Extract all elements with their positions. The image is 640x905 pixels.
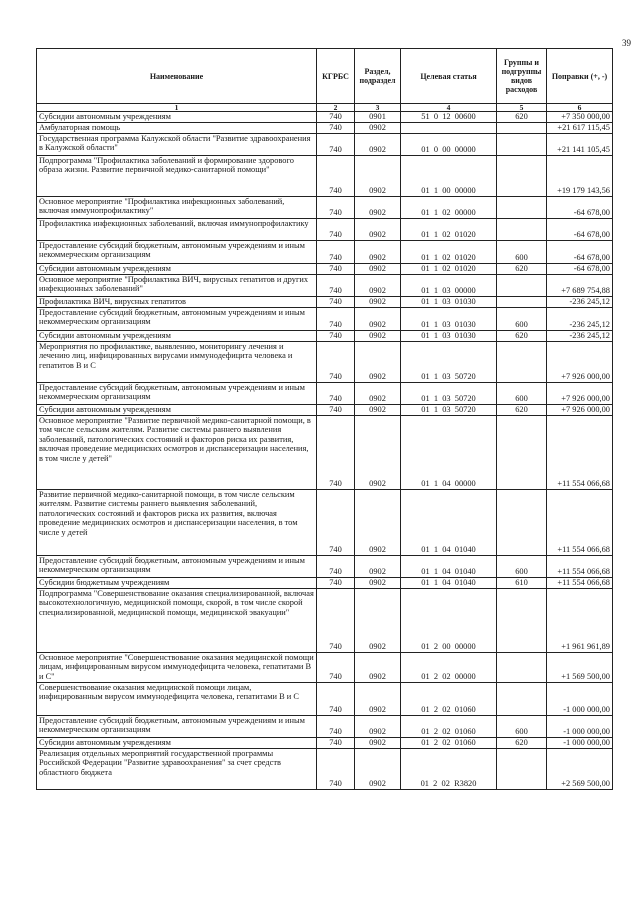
cell-kgrbs: 740: [317, 240, 355, 263]
cell-name: Основное мероприятие "Профилактика ВИЧ, вирусных гепатитов и других инфекционных заболеваний": [37, 274, 317, 296]
cell-group: 620: [497, 112, 547, 123]
cell-kgrbs: 740: [317, 382, 355, 404]
cell-kgrbs: 740: [317, 341, 355, 382]
table-row: [37, 218, 613, 240]
cell-name: Основное мероприятие "Совершенствование оказания медицинской помощи лицам, инфицированным вирусом иммунодефицита человека, гепатитами В и С": [37, 652, 317, 682]
cell-amount: -1 000 000,00: [547, 715, 613, 737]
cell-group: 600: [497, 715, 547, 737]
cell-name: Развитие первичной медико-санитарной помощи, в том числе сельским жителям. Развитие системы раннего выявления заболеваний, патологических состояний и факторов риска их развития, включая проведение медицинских осмотров и диспансеризации населения, в том числе у детей: [37, 489, 317, 555]
cell-target: 01 1 03 00000: [401, 274, 497, 296]
cell-kgrbs: 740: [317, 307, 355, 330]
cell-section: 0902: [355, 404, 401, 415]
cell-kgrbs: 740: [317, 682, 355, 715]
cell-name: Профилактика инфекционных заболеваний, включая иммунопрофилактику: [37, 218, 317, 240]
cell-kgrbs: 740: [317, 652, 355, 682]
cell-target: 01 0 00 00000: [401, 133, 497, 155]
cell-name: Предоставление субсидий бюджетным, автономным учреждениям и иным некоммерческим организациям: [37, 307, 317, 330]
cell-target: 01 1 03 50720: [401, 341, 497, 382]
cell-name: Субсидии автономным учреждениям: [37, 263, 317, 274]
cell-kgrbs: 740: [317, 263, 355, 274]
table-row: [37, 555, 613, 577]
cell-target: 01 2 02 01060: [401, 715, 497, 737]
cell-group: [497, 489, 547, 555]
cell-kgrbs: 740: [317, 737, 355, 748]
table-row: [37, 274, 613, 296]
cell-target: 01 1 04 01040: [401, 489, 497, 555]
cell-section: 0902: [355, 715, 401, 737]
cell-group: [497, 133, 547, 155]
cell-amount: +7 689 754,88: [547, 274, 613, 296]
cell-kgrbs: 740: [317, 404, 355, 415]
table-header-row: [37, 49, 613, 104]
cell-section: 0902: [355, 489, 401, 555]
cell-target: 01 1 04 00000: [401, 415, 497, 489]
cell-amount: +7 926 000,00: [547, 404, 613, 415]
cell-amount: -236 245,12: [547, 330, 613, 341]
cell-amount: +11 554 066,68: [547, 489, 613, 555]
table-row: [37, 382, 613, 404]
cell-amount: +1 569 500,00: [547, 652, 613, 682]
cell-group: [497, 748, 547, 789]
cell-target: [401, 122, 497, 133]
table-row: [37, 330, 613, 341]
cell-section: 0902: [355, 196, 401, 218]
cell-kgrbs: 740: [317, 415, 355, 489]
cell-group: [497, 218, 547, 240]
cell-name: Предоставление субсидий бюджетным, автономным учреждениям и иным некоммерческим организациям: [37, 715, 317, 737]
header-target: Целевая статья: [401, 49, 497, 104]
cell-group: 620: [497, 737, 547, 748]
cell-section: 0901: [355, 112, 401, 123]
cell-amount: -64 678,00: [547, 240, 613, 263]
cell-name: Субсидии бюджетным учреждениям: [37, 577, 317, 588]
cell-group: [497, 274, 547, 296]
header-amendments: Поправки (+, -): [547, 49, 613, 104]
cell-target: 51 0 12 00600: [401, 112, 497, 123]
cell-group: [497, 155, 547, 196]
cell-group: 620: [497, 404, 547, 415]
cell-section: 0902: [355, 415, 401, 489]
cell-section: 0902: [355, 555, 401, 577]
cell-kgrbs: 740: [317, 577, 355, 588]
cell-target: 01 1 02 01020: [401, 240, 497, 263]
table-row: [37, 588, 613, 652]
cell-group: [497, 588, 547, 652]
cell-amount: -64 678,00: [547, 263, 613, 274]
cell-amount: -64 678,00: [547, 218, 613, 240]
cell-target: 01 2 00 00000: [401, 588, 497, 652]
cell-name: Субсидии автономным учреждениям: [37, 404, 317, 415]
cell-section: 0902: [355, 652, 401, 682]
cell-target: 01 1 02 00000: [401, 196, 497, 218]
header-kgrbs: КГРБС: [317, 49, 355, 104]
cell-section: 0902: [355, 588, 401, 652]
column-number: 4: [401, 104, 497, 112]
cell-kgrbs: 740: [317, 555, 355, 577]
cell-target: 01 1 03 01030: [401, 307, 497, 330]
cell-amount: +2 569 500,00: [547, 748, 613, 789]
cell-kgrbs: 740: [317, 489, 355, 555]
table-row: [37, 341, 613, 382]
cell-name: Государственная программа Калужской области "Развитие здравоохранения в Калужской области": [37, 133, 317, 155]
table-row: [37, 415, 613, 489]
table-row: [37, 196, 613, 218]
cell-section: 0902: [355, 382, 401, 404]
cell-name: Реализация отдельных мероприятий государственной программы Российской Федерации "Развитие здравоохранения" за счет средств областного бюджета: [37, 748, 317, 789]
cell-section: 0902: [355, 296, 401, 307]
cell-group: 600: [497, 240, 547, 263]
column-number: 5: [497, 104, 547, 112]
cell-amount: +19 179 143,56: [547, 155, 613, 196]
cell-group: [497, 682, 547, 715]
cell-amount: +11 554 066,68: [547, 415, 613, 489]
cell-name: Совершенствование оказания медицинской помощи лицам, инфицированным вирусом иммунодефицита человека, гепатитами В и С: [37, 682, 317, 715]
cell-amount: -1 000 000,00: [547, 737, 613, 748]
cell-section: 0902: [355, 341, 401, 382]
cell-group: [497, 196, 547, 218]
table-row: [37, 748, 613, 789]
budget-table: [36, 48, 613, 790]
cell-section: 0902: [355, 682, 401, 715]
cell-kgrbs: 740: [317, 330, 355, 341]
cell-target: 01 1 02 01020: [401, 218, 497, 240]
cell-amount: +11 554 066,68: [547, 555, 613, 577]
cell-target: 01 1 00 00000: [401, 155, 497, 196]
cell-target: 01 1 03 01030: [401, 296, 497, 307]
table-row: [37, 489, 613, 555]
cell-name: Мероприятия по профилактике, выявлению, мониторингу лечения и лечению лиц, инфицированных вирусами иммунодефицита человека и гепатитов В и С: [37, 341, 317, 382]
cell-group: [497, 652, 547, 682]
cell-group: 610: [497, 577, 547, 588]
cell-target: 01 1 02 01020: [401, 263, 497, 274]
cell-section: 0902: [355, 240, 401, 263]
table-row: [37, 155, 613, 196]
table-row: [37, 240, 613, 263]
table-row: [37, 296, 613, 307]
cell-section: 0902: [355, 330, 401, 341]
header-section: Раздел, подраздел: [355, 49, 401, 104]
cell-section: 0902: [355, 307, 401, 330]
cell-target: 01 2 02 R3820: [401, 748, 497, 789]
column-number-row: [37, 104, 613, 112]
cell-target: 01 1 04 01040: [401, 555, 497, 577]
cell-name: Субсидии автономным учреждениям: [37, 737, 317, 748]
cell-section: 0902: [355, 577, 401, 588]
cell-kgrbs: 740: [317, 588, 355, 652]
cell-kgrbs: 740: [317, 748, 355, 789]
cell-target: 01 1 03 50720: [401, 404, 497, 415]
cell-amount: -1 000 000,00: [547, 682, 613, 715]
cell-group: 600: [497, 382, 547, 404]
cell-name: Подпрограмма "Совершенствование оказания специализированной, включая высокотехнологичную, медицинской помощи, скорой, в том числе скорой специализированной, медицинской помощи, медицинской эвакуации": [37, 588, 317, 652]
cell-section: 0902: [355, 133, 401, 155]
cell-kgrbs: 740: [317, 218, 355, 240]
cell-target: 01 1 03 01030: [401, 330, 497, 341]
cell-section: 0902: [355, 737, 401, 748]
cell-amount: +11 554 066,68: [547, 577, 613, 588]
cell-name: Подпрограмма "Профилактика заболеваний и формирование здорового образа жизни. Развитие первичной медико-санитарной помощи": [37, 155, 317, 196]
cell-target: 01 2 02 01060: [401, 737, 497, 748]
cell-kgrbs: 740: [317, 715, 355, 737]
cell-target: 01 1 03 50720: [401, 382, 497, 404]
cell-group: 600: [497, 307, 547, 330]
cell-amount: +21 141 105,45: [547, 133, 613, 155]
cell-amount: +7 926 000,00: [547, 382, 613, 404]
cell-group: [497, 296, 547, 307]
header-groups: Группы и подгруппы видов расходов: [497, 49, 547, 104]
table-row: [37, 652, 613, 682]
cell-amount: -236 245,12: [547, 307, 613, 330]
column-number: 1: [37, 104, 317, 112]
cell-name: Субсидии автономным учреждениям: [37, 330, 317, 341]
table-body: [37, 112, 613, 790]
cell-kgrbs: 740: [317, 112, 355, 123]
cell-kgrbs: 740: [317, 122, 355, 133]
table-row: [37, 263, 613, 274]
cell-group: [497, 122, 547, 133]
cell-name: Предоставление субсидий бюджетным, автономным учреждениям и иным некоммерческим организациям: [37, 382, 317, 404]
table-row: [37, 737, 613, 748]
cell-name: Предоставление субсидий бюджетным, автономным учреждениям и иным некоммерческим организациям: [37, 555, 317, 577]
table-row: [37, 577, 613, 588]
cell-group: 600: [497, 555, 547, 577]
table-row: [37, 122, 613, 133]
column-number: 2: [317, 104, 355, 112]
cell-group: 620: [497, 330, 547, 341]
cell-name: Основное мероприятие "Развитие первичной медико-санитарной помощи, в том числе сельским жителям. Развитие системы раннего выявления заболеваний, патологических состояний и факторов риска их развития, включая проведение медицинских осмотров и диспансеризации населения, в том числе у детей": [37, 415, 317, 489]
cell-section: 0902: [355, 748, 401, 789]
cell-section: 0902: [355, 218, 401, 240]
table-row: [37, 133, 613, 155]
table-row: [37, 715, 613, 737]
cell-section: 0902: [355, 122, 401, 133]
cell-kgrbs: 740: [317, 296, 355, 307]
cell-section: 0902: [355, 155, 401, 196]
cell-target: 01 2 02 01060: [401, 682, 497, 715]
header-name: Наименование: [37, 49, 317, 104]
cell-kgrbs: 740: [317, 274, 355, 296]
cell-name: Основное мероприятие "Профилактика инфекционных заболеваний, включая иммунопрофилактику": [37, 196, 317, 218]
cell-group: [497, 341, 547, 382]
table-row: [37, 112, 613, 123]
cell-name: Субсидии автономным учреждениям: [37, 112, 317, 123]
cell-section: 0902: [355, 263, 401, 274]
column-number: 6: [547, 104, 613, 112]
cell-kgrbs: 740: [317, 133, 355, 155]
cell-amount: -64 678,00: [547, 196, 613, 218]
column-number: 3: [355, 104, 401, 112]
table-row: [37, 404, 613, 415]
cell-kgrbs: 740: [317, 155, 355, 196]
table-row: [37, 307, 613, 330]
cell-kgrbs: 740: [317, 196, 355, 218]
cell-target: 01 1 04 01040: [401, 577, 497, 588]
cell-target: 01 2 02 00000: [401, 652, 497, 682]
cell-group: 620: [497, 263, 547, 274]
cell-amount: +7 350 000,00: [547, 112, 613, 123]
table-row: [37, 682, 613, 715]
cell-name: Профилактика ВИЧ, вирусных гепатитов: [37, 296, 317, 307]
cell-section: 0902: [355, 274, 401, 296]
page-number: 39: [622, 38, 631, 48]
cell-group: [497, 415, 547, 489]
cell-amount: -236 245,12: [547, 296, 613, 307]
cell-name: Амбулаторная помощь: [37, 122, 317, 133]
cell-amount: +21 617 115,45: [547, 122, 613, 133]
cell-name: Предоставление субсидий бюджетным, автономным учреждениям и иным некоммерческим организациям: [37, 240, 317, 263]
cell-amount: +1 961 961,89: [547, 588, 613, 652]
cell-amount: +7 926 000,00: [547, 341, 613, 382]
